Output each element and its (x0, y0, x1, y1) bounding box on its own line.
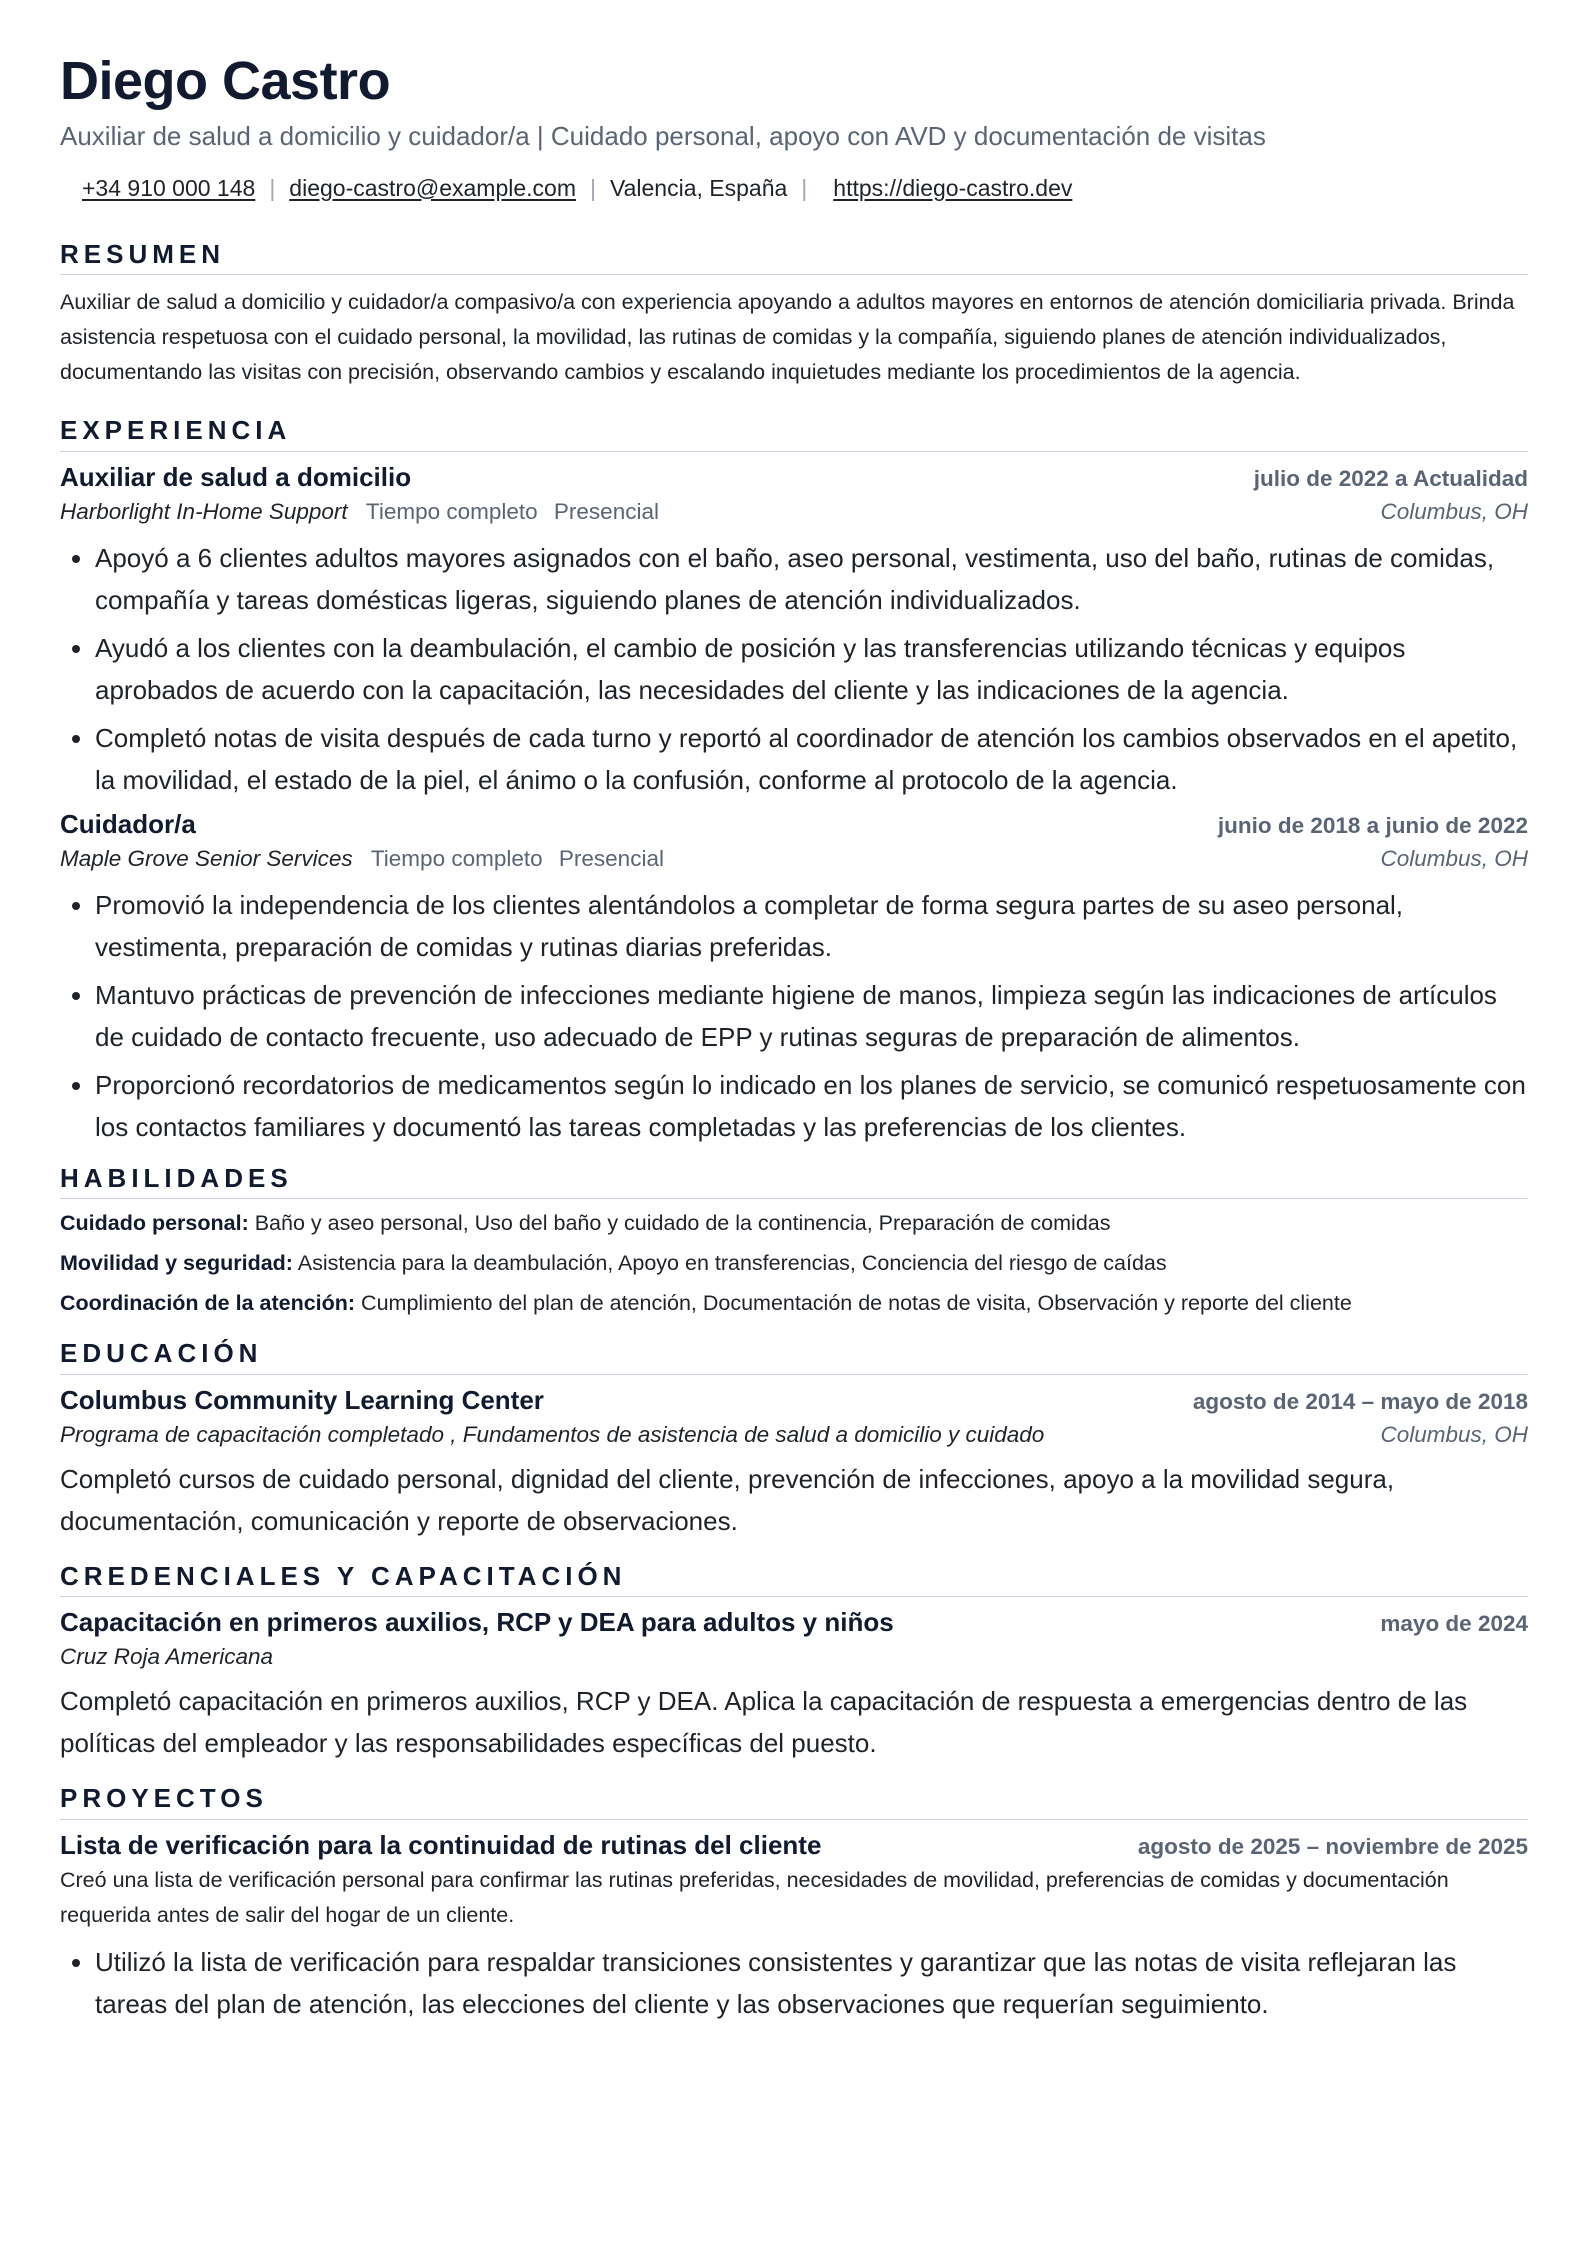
job-entry (60, 462, 1528, 801)
job-role: Auxiliar de salud a domicilio (60, 461, 412, 492)
job-dates: junio de 2018 a junio de 2022 (1217, 812, 1528, 838)
job-mode: Presencial (553, 498, 659, 524)
location-text: Valencia, España (609, 174, 788, 201)
list-item: • Completó notas de visita después de cada turno y reportó al coordinador de atención los cambios observados en el apetito, la movilidad, el estado de la piel, el ánimo o la confusión, conforme al protocolo de la agencia. (95, 717, 1528, 801)
website-link[interactable]: https://diego-castro.dev (833, 174, 1073, 201)
skill-group (60, 1209, 1528, 1238)
skill-group-items: Baño y aseo personal, Uso del baño y cuidado de la continencia, Preparación de comidas (254, 1211, 1111, 1236)
section-title-education: EDUCACIÓN (60, 1337, 1528, 1375)
project-description: Creó una lista de verificación personal para confirmar las rutinas preferidas, necesidades de movilidad, preferencias de comidas y documentación requerida antes de salir del hogar de un cliente. (60, 1867, 1449, 1927)
list-item: • Proporcionó recordatorios de medicamentos según lo indicado en los planes de servicio, se comunicó respetuosamente con los contactos familiares y documentó las tareas completadas y las preferencias de los clientes. (95, 1064, 1528, 1148)
project-bullets (60, 1941, 1528, 2025)
list-item: • Ayudó a los clientes con la deambulación, el cambio de posición y las transferencias utilizando técnicas y equipos aprobados de acuerdo con la capacitación, las necesidades del cliente y las indicaciones de la agencia. (95, 627, 1528, 711)
skill-group-label: Movilidad y seguridad: (60, 1251, 293, 1276)
contact-separator: | (269, 174, 276, 201)
job-location: Columbus, OH (1380, 498, 1528, 524)
phone-link[interactable]: +34 910 000 148 (82, 174, 256, 201)
contact-line (60, 175, 1528, 202)
contact-separator: | (801, 174, 808, 201)
skill-group-items: Asistencia para la deambulación, Apoyo en transferencias, Conciencia del riesgo de caídas (297, 1251, 1167, 1276)
credential-entry (60, 1607, 1528, 1764)
list-item: • Apoyó a 6 clientes adultos mayores asignados con el baño, aseo personal, vestimenta, uso del baño, rutinas de comidas, compañía y tareas domésticas ligeras, siguiendo planes de atención individualizados. (95, 537, 1528, 621)
job-dates: julio de 2022 a Actualidad (1253, 465, 1528, 491)
job-entry (60, 809, 1528, 1148)
skill-group (60, 1289, 1528, 1317)
education-program: Programa de capacitación completado , Fundamentos de asistencia de salud a domicilio y cuidado (60, 1421, 1045, 1447)
job-company: Harborlight In-Home Support (60, 498, 348, 524)
credential-issuer: Cruz Roja Americana (60, 1644, 273, 1670)
list-item: • Promovió la independencia de los clientes alentándolos a completar de forma segura partes de su aseo personal, vestimenta, preparación de comidas y rutinas diarias preferidas. (95, 884, 1528, 968)
job-type: Tiempo completo (365, 498, 538, 524)
list-item: • Utilizó la lista de verificación para respaldar transiciones consistentes y garantizar que las notas de visita reflejaran las tareas del plan de atención, las elecciones del cliente y las observaciones que requerían seguimiento. (95, 1941, 1528, 2025)
job-type: Tiempo completo (370, 845, 543, 871)
skill-group-items: Cumplimiento del plan de atención, Documentación de notas de visita, Observación y reporte del cliente (361, 1291, 1352, 1316)
section-title-projects: PROYECTOS (60, 1782, 1528, 1820)
credential-date: mayo de 2024 (1380, 1611, 1528, 1637)
skill-group-label: Coordinación de la atención: (60, 1291, 356, 1316)
credential-name: Capacitación en primeros auxilios, RCP y DEA para adultos y niños (60, 1607, 894, 1638)
job-bullets (60, 537, 1528, 801)
list-item: • Mantuvo prácticas de prevención de infecciones mediante higiene de manos, limpieza según las indicaciones de artículos de cuidado de contacto frecuente, uso adecuado de EPP y rutinas seguras de preparación de alimentos. (95, 974, 1528, 1058)
credential-description: Completó capacitación en primeros auxilios, RCP y DEA. Aplica la capacitación de respuesta a emergencias dentro de las políticas del empleador y las responsabilidades específicas del puesto. (60, 1686, 1468, 1759)
job-location: Columbus, OH (1380, 845, 1528, 871)
job-company: Maple Grove Senior Services (60, 845, 353, 871)
job-role: Cuidador/a (60, 808, 196, 839)
summary-text: Auxiliar de salud a domicilio y cuidador/a compasivo/a con experiencia apoyando a adultos mayores en entornos de atención domiciliaria privada. Brinda asistencia respetuosa con el cuidado personal, la movilidad, las rutinas de comidas y la compañía, siguiendo planes de atención individualizados, documentando las visitas con precisión, observando cambios y escalando inquietudes mediante los procedimientos de la agencia. (60, 290, 1515, 385)
education-description: Completó cursos de cuidado personal, dignidad del cliente, prevención de infecciones, apoyo a la movilidad segura, documentación, comunicación y reporte de observaciones. (60, 1463, 1395, 1536)
project-entry (60, 1830, 1528, 2025)
skill-group-label: Cuidado personal: (60, 1211, 249, 1236)
job-mode: Presencial (558, 845, 664, 871)
section-title-credentials: CREDENCIALES Y CAPACITACIÓN (60, 1560, 1528, 1598)
section-title-experience: EXPERIENCIA (60, 414, 1528, 452)
job-bullets (60, 884, 1528, 1148)
school-name: Columbus Community Learning Center (60, 1384, 544, 1415)
candidate-headline: Auxiliar de salud a domicilio y cuidador/a | Cuidado personal, apoyo con AVD y documentación de visitas (60, 121, 1266, 152)
email-link[interactable]: diego-castro@example.com (289, 174, 576, 201)
section-title-summary: RESUMEN (60, 238, 1528, 276)
project-dates: agosto de 2025 – noviembre de 2025 (1137, 1833, 1528, 1859)
section-title-skills: HABILIDADES (60, 1162, 1528, 1200)
education-entry (60, 1385, 1528, 1542)
education-dates: agosto de 2014 – mayo de 2018 (1192, 1388, 1528, 1414)
education-location: Columbus, OH (1380, 1421, 1528, 1447)
contact-separator: | (590, 174, 596, 201)
candidate-name: Diego Castro (60, 51, 391, 111)
skill-group (60, 1249, 1528, 1278)
project-name: Lista de verificación para la continuidad de rutinas del cliente (60, 1829, 822, 1860)
